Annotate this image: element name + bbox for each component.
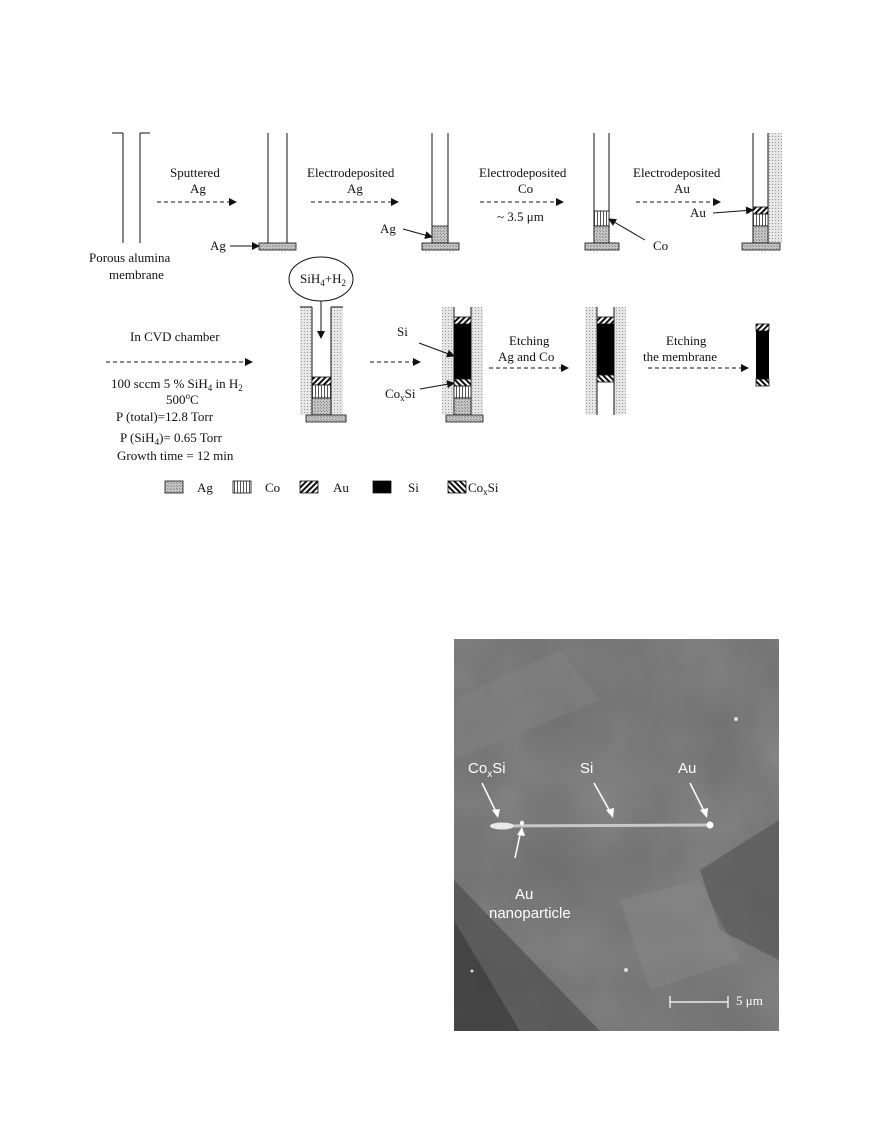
membrane-si-grown — [442, 307, 483, 422]
legend-swatch-au — [300, 481, 318, 493]
membrane-label-line2: membrane — [109, 267, 164, 282]
membrane-co — [585, 133, 619, 250]
sem-au-nanoparticle — [520, 821, 524, 825]
sem-label-nano-line1: Au — [515, 886, 534, 903]
step2-label-line2: Ag — [347, 181, 363, 196]
legend-swatch-co — [233, 481, 251, 493]
cvd-line1: 100 sccm 5 % SiH$_4$ in $H_2$ — [111, 376, 243, 393]
sem-label-coxsi: $Co_xSi$ — [468, 760, 506, 780]
callout-au: Au — [690, 205, 706, 220]
callout-au-arrow — [713, 210, 753, 213]
cvd-line4: P (SiH$_4$)= 0.65 Torr — [120, 430, 222, 447]
legend — [165, 480, 499, 497]
legend-swatch-coxsi — [448, 481, 466, 493]
sem-label-au: Au — [678, 760, 697, 777]
cvd-title: In CVD chamber — [130, 329, 220, 344]
sem-coxsi-end — [490, 823, 514, 830]
gas-label: $SiH_4+H_2$ — [300, 271, 346, 288]
step4-label-line2: Au — [674, 181, 690, 196]
sem-au-tip — [707, 822, 714, 829]
sem-label-si: Si — [580, 760, 594, 777]
callout-co: Co — [653, 238, 669, 253]
etch2-label-line2: the membrane — [643, 349, 717, 364]
callout-si: Si — [397, 324, 408, 339]
legend-swatch-ag — [165, 481, 183, 493]
membrane-empty — [112, 133, 150, 243]
legend-swatch-si — [373, 481, 391, 493]
etch1-label-line1: Etching — [509, 333, 550, 348]
sem-label-nano-line2: nanoparticle — [489, 905, 571, 922]
legend-label-au: Au — [333, 480, 349, 495]
etch2-label-line1: Etching — [666, 333, 707, 348]
etch1-label-line2: Ag and Co — [498, 349, 555, 364]
callout-ag-2-arrow — [403, 229, 432, 237]
free-nanowire — [756, 324, 769, 386]
legend-label-co: Co — [265, 480, 281, 495]
callout-coxsi: $Co_xSi$ — [385, 386, 416, 403]
membrane-etched — [585, 307, 626, 415]
sem-scale-label: 5 μm — [736, 993, 763, 1008]
step3-label-line2: Co — [518, 181, 534, 196]
step1-label-line1: Sputtered — [170, 165, 220, 180]
membrane-cvd — [300, 307, 346, 422]
sem-micrograph — [454, 639, 779, 1031]
membrane-ag-base — [259, 133, 296, 250]
step2-label-line1: Electrodeposited — [307, 165, 395, 180]
cvd-line2: 500$^o$C — [166, 391, 199, 407]
legend-label-si: Si — [408, 480, 419, 495]
membrane-au — [742, 133, 782, 250]
step4-label-line1: Electrodeposited — [633, 165, 721, 180]
callout-co-arrow — [609, 219, 645, 240]
membrane-ag-filled — [422, 133, 459, 250]
callout-ag-2: Ag — [380, 221, 396, 236]
callout-ag-1: Ag — [210, 238, 226, 253]
legend-label-coxsi: $Co_xSi$ — [468, 480, 499, 497]
sem-nanowire — [492, 825, 712, 826]
cvd-line5: Growth time = 12 min — [117, 448, 234, 463]
step3-note: ~ 3.5 μm — [497, 209, 544, 224]
cvd-line3: P (total)=12.8 Torr — [116, 409, 214, 424]
step1-label-line2: Ag — [190, 181, 206, 196]
step3-label-line1: Electrodeposited — [479, 165, 567, 180]
membrane-label-line1: Porous alumina — [89, 250, 171, 265]
legend-label-ag: Ag — [197, 480, 213, 495]
